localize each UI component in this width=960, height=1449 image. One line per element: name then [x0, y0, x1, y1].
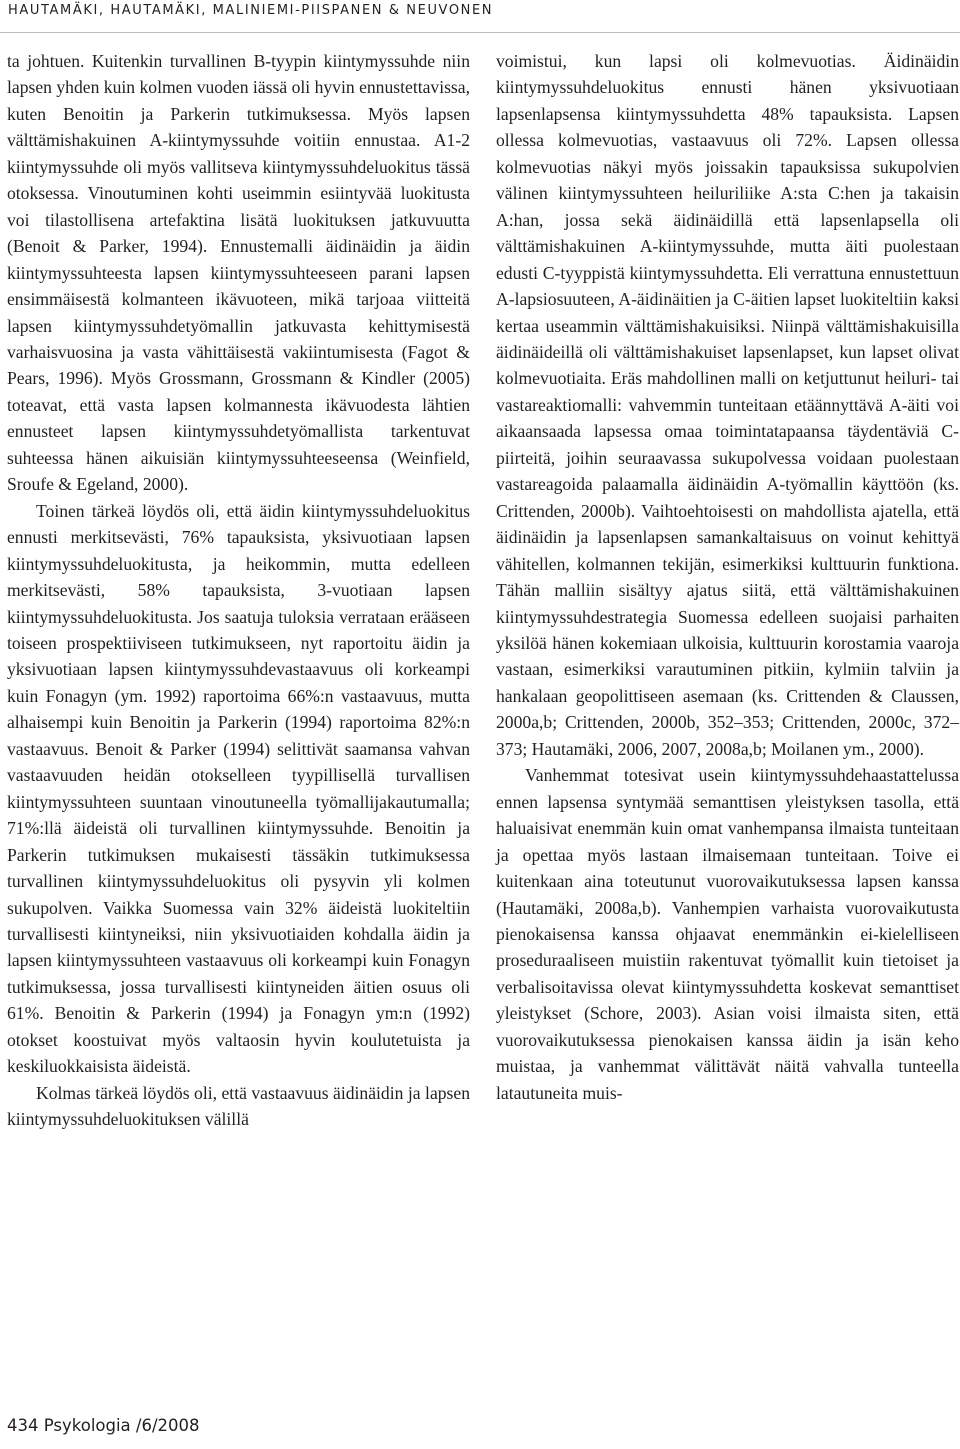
- paragraph: voimistui, kun lapsi oli kolmevuotias. Äidinäidin kiintymyssuhdeluokitus ennusti hänen yksivuotiaan lapsenlapsensa kiintymyssuhdetta 48% tapauksista. Lapsen ollessa kolmevuotias, vastaavuus oli 72%. Lapsen ollessa kolmevuotias näkyi myös joissakin tapauksissa sukupolvien välinen kiintymyssuhteen heiluriliike A:sta C:hen ja takaisin A:han, jossa sekä äidinäidillä että lapsenlapsella oli välttämishakuinen A-kiintymyssuhde, mutta äiti puolestaan edusti C-tyyppistä kiintymyssuhdetta. Eli verrattuna ennustettuun A-lapsiosuuteen, A-äidinäitien ja C-äitien lapset luokiteltiin kaksi kertaa useammin välttämishakuisiksi. Niinpä välttämishakuisilla äidinäideillä oli välttämishakuiset lapsenlapset, kun lapset olivat kolmevuotiaita. Eräs mahdollinen malli on ketjuttunut heiluri- tai vastareaktiomalli: vahvemmin tunteitaan etäännyttävä A-äiti voi aikaansaada lapsessa omaa toimintatapaansa täydentäviä C-piirteitä, joihin seuraavassa sukupolvessa voidaan puolestaan vastareagoida palaamalla äidinäidin A-työmallin käyttöön (ks. Crittenden, 2000b). Vaihtoehtoisesti on mahdollista ajatella, että äidinäidin ja lapsenlapsen samankaltaisuus on voinut kehittyä vähitellen, kolmannen tekijän, esimerkiksi kulttuurin funktiona. Tähän malliin sisältyy ajatus siitä, että välttämishakuinen kiintymyssuhdestrategia Suomessa edelleen suojaisi parhaiten yksilöä hänen kokemiaan ulkoisia, kulttuurin korostamia vaaroja vastaan, esimerkiksi varautuminen pitkiin, kylmiin talviin ja hankalaan geopolittiseen asemaan (ks. Crittenden & Claussen, 2000a,b; Crittenden, 2000b, 352–353; Crittenden, 2000c, 372–373; Hautamäki, 2006, 2007, 2008a,b; Moilanen ym., 2000).: [496, 51, 959, 759]
- right-column: [496, 48, 959, 1106]
- paragraph: Kolmas tärkeä löydös oli, että vastaavuus äidinäidin ja lapsen kiintymyssuhdeluokituksen välillä: [7, 1082, 470, 1130]
- paragraph: Toinen tärkeä löydös oli, että äidin kiintymyssuhdeluokitus ennusti merkitsevästi, 76% tapauksista, yksivuotiaan lapsen kiintymyssuhdeluokitusta, ja heikommin, mutta edelleen merkitsevästi, 58% tapauksista, 3-vuotiaan lapsen kiintymyssuhdeluokitusta. Jos saatuja tuloksia verrataan erääseen toiseen prospektiiviseen tutkimukseen, nyt raportoitu äidin ja yksivuotiaan lapsen kiintymyssuhdevastaavuus oli korkeampi kuin Fonagyn (ym. 1992) raportoima 66%:n vastaavuus, mutta alhaisempi kuin Benoitin ja Parkerin (1994) raportoima 82%:n vastaavuus. Benoit & Parker (1994) selittivät saamansa vahvan vastaavuuden heidän otokselleen tyypillisellä turvallisen kiintymyssuhteen suuntaan vinoutuneella työmallijakautumalla; 71%:llä äideistä oli turvallinen kiintymyssuhde. Benoitin ja Parkerin tutkimuksen mukaisesti tässäkin tutkimuksessa turvallinen kiintymyssuhdeluokitus oli pysyvin yli kolmen sukupolven. Vaikka Suomessa vain 32% äideistä luokiteltiin turvallisesti kiintyneiksi, niin yksivuotiaiden kohdalla äidin ja lapsen kiintymyssuhteen vastaavuus oli korkeampi kuin Fonagyn tutkimuksessa, jossa turvallisesti kiintyneiden äitien osuus oli 61%. Benoitin & Parkerin (1994) ja Fonagyn ym:n (1992) otokset koostuivat myös valtaosin hyvin koulutetuista ja keskiluokkaisista äideistä.: [7, 500, 470, 1077]
- left-column: [7, 48, 470, 1133]
- running-head: HAUTAMÄKI, HAUTAMÄKI, MALINIEMI-PIISPANEN & NEUVONEN: [8, 3, 494, 18]
- paragraph: ta johtuen. Kuitenkin turvallinen B-tyypin kiintymyssuhde niin lapsen yhden kuin kolmen vuoden iässä oli hyvin ennustettavissa, kuten Benoitin ja Parkerin tutkimuksessa. Myös lapsen välttämishakuinen A-kiintymyssuhde voitiin ennustaa. A1-2 kiintymyssuhde oli myös vallitseva kiintymyssuhdeluokitus tässä otoksessa. Vinoutuminen kohti useimmin esiintyvää luokitusta voi tilastollisena artefaktina lisätä luokituksen jatkuvuutta (Benoit & Parker, 1994). Ennustemalli äidinäidin ja äidin kiintymyssuhteesta lapsen kiintymyssuhteeseen parani lapsen ensimmäisestä kolmanteen ikävuoteen, mikä tarjoaa viitteitä lapsen kiintymyssuhdetyömallin jatkuvasta kehittymisestä varhaisvuosina ja vasta vähittäisestä vakiintumisesta (Fagot & Pears, 1996). Myös Grossmann, Grossmann & Kindler (2005) toteavat, että vasta lapsen kolmannesta ikävuodesta lähtien ennusteet lapsen kiintymyssuhdetyömallista tarkentuvat suhteessa hänen aikuisiän kiintymyssuhteeseensa (Weinfield, Sroufe & Egeland, 2000).: [7, 51, 470, 495]
- header-divider: [0, 32, 960, 33]
- paragraph: Vanhemmat totesivat usein kiintymyssuhdehaastattelussa ennen lapsensa syntymää semanttisen yleistyksen tasolla, että haluaisivat enemmän kuin omat vanhempansa ilmaista tunteitaan ja opettaa myös lastaan ilmaisemaan tunteitaan. Toive ei kuitenkaan aina toteutunut vuorovaikutuksessa lapsen kanssa (Hautamäki, 2008a,b). Vanhempien varhaista vuorovaikutusta pienokaisensa kanssa ohjaavat enemmänkin ei-kielelliseen proseduraaliseen muistiin rakentuvat työmallit kuin tietoiset ja verbalisoitavissa olevat kiintymyssuhdetta koskevat semanttiset yleistykset (Schore, 2003). Asian voisi ilmaista siten, että vuorovaikutuksessa pienokaisen kanssa äidin ja isän keho muistaa, ja vanhemmat välittävät näitä vahvalla tunteella latautuneita muis-: [496, 765, 959, 1103]
- page-footer: 434 Psykologia /6/2008: [7, 1416, 200, 1435]
